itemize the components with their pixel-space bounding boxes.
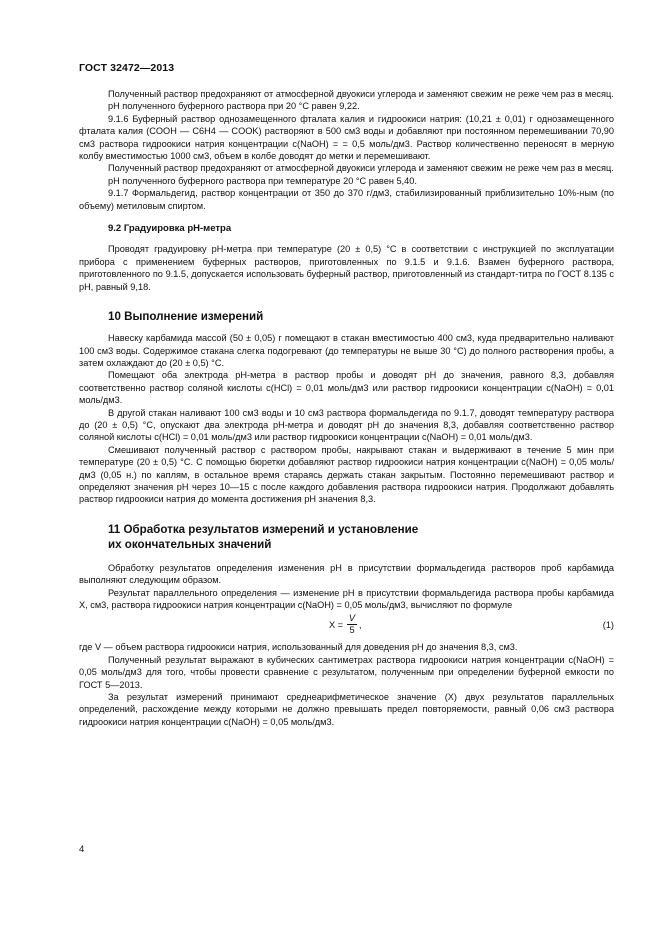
section-heading-11: 11 Обработка результатов измерений и установление	[108, 522, 419, 536]
section-heading-9-2: 9.2 Градуировка pH-метра	[108, 223, 232, 235]
paragraph: 9.1.7 Формальдегид, раствор концентрации от 350 до 370 г/дм3, стабилизированный приблизительно 10%-ным (по объему) метиловым спиртом.	[79, 188, 614, 211]
paragraph: Полученный результат выражают в кубических сантиметрах раствора гидроокиси натрия концентрации c(NaOH) = 0,05 моль/дм3 для того, чтобы провести сравнение с результатом, полученным при определении буферной емкости по ГОСТ 5—2013.	[79, 654, 614, 690]
paragraph: Помещают оба электрода pH-метра в раствор пробы и доводят pH до значения, равного 8,3, добавляя соответственно раствор соляной кислоты c(HCl) = 0,01 моль/дм3 или раствор гидроокиси концентрации c(NaOH) = 0,01 моль/дм3.	[79, 370, 614, 406]
paragraph: Навеску карбамида массой (50 ± 0,05) г помещают в стакан вместимостью 400 см3, куда предварительно наливают 100 см3 воды. Содержимое стакана слегка подогревают (до температуры не выше 30 °C) до полного растворения пробы, а затем охлаждают до (20 ± 0,5) °C.	[79, 333, 614, 368]
paragraph: За результат измерений принимают среднеарифметическое значение (X) двух результатов параллельных определений, расхождение между которыми не должно превышать предел повторяемости, равный 0,06 см3 раствора гидроокиси натрия концентрации c(NaOH) = 0,05 моль/дм3.	[79, 692, 614, 727]
document-header: ГОСТ 32472—2013	[79, 62, 175, 74]
paragraph: Полученный раствор предохраняют от атмосферной двуокиси углерода и заменяют свежим не реже чем раз в месяц.	[108, 163, 614, 174]
paragraph: pH полученного буферного раствора при 20 °C равен 9,22.	[108, 101, 360, 112]
paragraph: В другой стакан наливают 100 см3 воды и 10 см3 раствора формальдегида по 9.1.7, доводят температуру раствора до (20 ± 0,5) °C, опускают два электрода pH-метра и доводят pH до значения 8,3, добавляя соответственно раствор соляной кислоты c(HCl) = 0,01 моль/дм3 или раствор гидроокиси концентрации c(NaOH) = 0,01 моль/дм3.	[79, 407, 614, 443]
page-number: 4	[79, 844, 85, 855]
section-heading-11-cont: их окончательных значений	[108, 537, 272, 551]
paragraph: Смешивают полученный раствор с раствором пробы, накрывают стакан и выдерживают в течение 5 мин при температуре (20 ± 0,5) °C. С помощью бюретки добавляют раствор гидроокиси натрия концентрации c(NaOH) = 0,05 моль/дм3 (0,05 н.) по каплям, в остальное время стараясь держать стакан закрытым. Постоянно перемешивают раствор и определяют значения pH через 10—15 с после каждого добавления раствора гидроокиси натрия. Продолжают добавлять раствор гидроокиси натрия до момента достижения pH значения 8,3.	[79, 444, 614, 505]
formula-denominator: 5	[349, 625, 355, 636]
formula-lhs: X =	[329, 620, 344, 631]
paragraph: 9.1.6 Буферный раствор однозамещенного фталата калия и гидроокиси натрия: (10,21 ± 0,01) г однозамещенного фталата калия (COOH — C6H4 — COOK) растворяют в 500 см3 воды и добавляют при постоянном перемешивании 70,90 см3 раствора гидроокиси натрия концентрации c(NaOH) = = 0,5 моль/дм3. Раствор количественно переносят в мерную колбу вместимостью 1000 см3, объем в колбе доводят до метки и перемешивают.	[79, 113, 614, 162]
paragraph: Результат параллельного определения — изменение pH в присутствии формальдегида раствора пробы карбамида X, см3, раствора гидроокиси натрия концентрации c(NaOH) = 0,05 моль/дм3, вычисляют по формуле	[79, 587, 614, 610]
paragraph: где V — объем раствора гидроокиси натрия, использованный для доведения pH до значения 8,3, см3.	[79, 642, 518, 653]
paragraph: Проводят градуировку pH-метра при температуре (20 ± 0,5) °C в соответствии с инструкцией по эксплуатации прибора с применением буферных растворов, приготовленных по 9.1.5 и 9.1.6. Взамен буферного раствора, приготовленного по 9.1.5, допускается использовать буферный раствор, приготовленный из стандарт-титра по ГОСТ 8.135 с pH, равный 9,18.	[79, 244, 614, 292]
formula-fraction	[347, 613, 357, 636]
document-body	[79, 88, 614, 728]
formula-numerator: V	[348, 613, 356, 624]
formula-number: (1)	[602, 620, 614, 631]
paragraph: Полученный раствор предохраняют от атмосферной двуокиси углерода и заменяют свежим не реже чем раз в месяц.	[108, 89, 614, 99]
section-heading-10: 10 Выполнение измерений	[108, 310, 264, 324]
paragraph: Обработку результатов определения изменения pH в присутствии формальдегида растворов проб карбамида выполняют следующим образом.	[79, 562, 614, 586]
formula-separator: ,	[359, 620, 362, 631]
formula-1	[79, 613, 614, 639]
paragraph: pH полученного буферного раствора при температуре 20 °C равен 5,40.	[108, 175, 417, 186]
